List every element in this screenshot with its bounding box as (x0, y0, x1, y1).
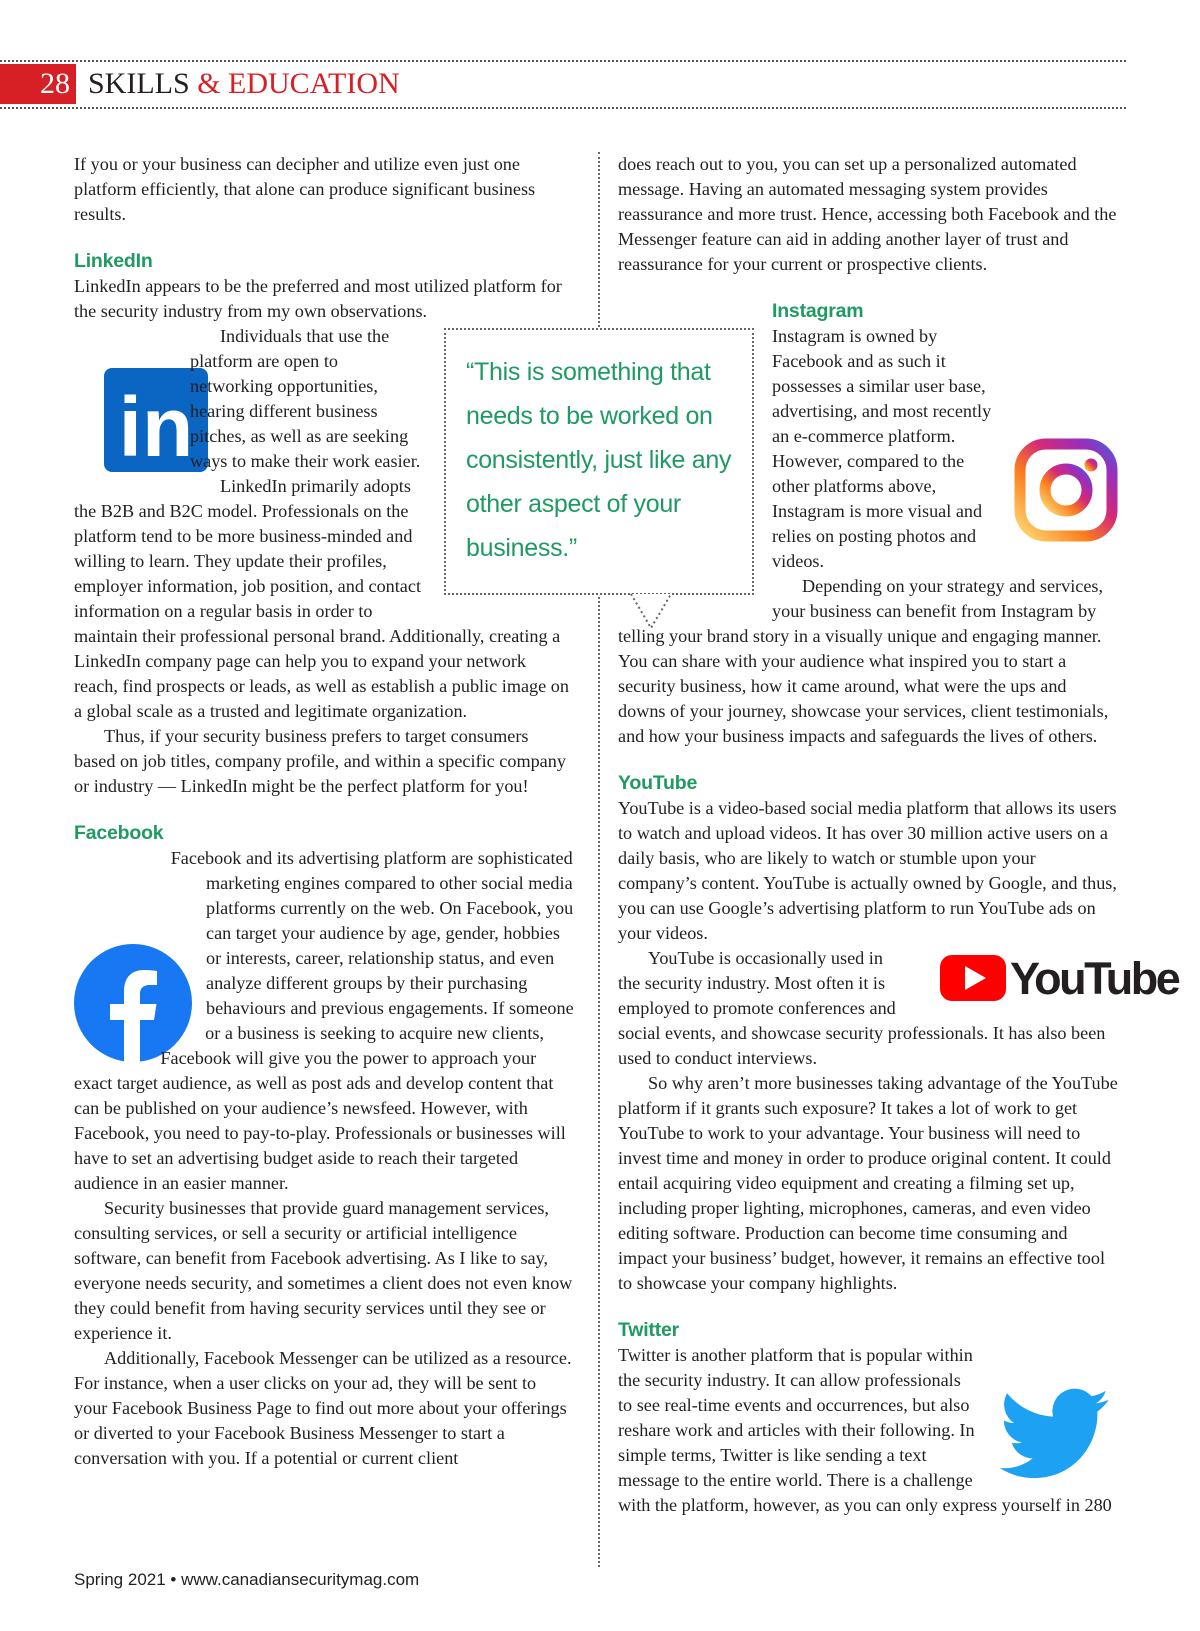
twitter-bird-icon (992, 1389, 1118, 1479)
instagram-heading: Instagram (772, 300, 864, 322)
youtube-logo-icon (908, 948, 1179, 1004)
facebook-heading: Facebook (74, 822, 164, 844)
linkedin-paragraph-1: LinkedIn appears to be the preferred and most utilized platform for the security industry from my own observations. (74, 276, 562, 321)
footer-bullet: • (170, 1570, 177, 1589)
linkedin-logo-icon (74, 368, 194, 474)
header-top-rule (0, 60, 1126, 62)
instagram-paragraph-2: Depending on your strategy and services, your business can benefit from Instagram by telling your brand story in a visually unique and engaging manner. You can share with your audience what inspired you to start a security business, how it came around, what were the ups and downs of your journey, showcase your services, client testimonials, and how your business impacts and safeguards the lives of others. (618, 576, 1109, 746)
page-footer (74, 1570, 419, 1590)
linkedin-paragraph-2: in Individuals that use the platform are open to networking opportunities, hearing different business pitches, as well as are seeking ways to make their work easier. (74, 324, 574, 474)
instagram-logo-icon (1014, 438, 1118, 542)
instagram-paragraph-1: Instagram is owned by Facebook and as such it possesses a similar user base, advertising, and most recently an e-commerce platform. However, compared to the other platforms above, Instagram is more visual and relies on posting photos and videos. (618, 324, 1118, 574)
facebook-paragraph-3: Additionally, Facebook Messenger can be utilized as a resource. For instance, when a user clicks on your ad, they will be sent to your Facebook Business Page to find out more about your offerings or diverted to your Facebook Business Messenger to start a conversation with you. If a potential or current client (74, 1348, 572, 1468)
section-title-word1: SKILLS (88, 67, 190, 100)
right-continuation-paragraph: does reach out to you, you can set up a personalized automated message. Having an automated messaging system provides reassurance and more trust. Hence, accessing both Facebook and the Messenger feature can aid in adding another layer of trust and reassurance for your current or prospective clients. (618, 154, 1117, 274)
section-title-word2: EDUCATION (228, 67, 400, 100)
youtube-paragraph-2: YouTube YouTube is occasionally used in the security industry. Most often it is employed to promote conferences and social events, and showcase security professionals. It has also been used to conduct interviews. (618, 948, 1179, 1068)
intro-paragraph: If you or your business can decipher and utilize even just one platform efficiently, that alone can produce significant business results. (74, 154, 536, 224)
facebook-paragraph-2: Security businesses that provide guard management services, consulting services, or sell a security or artificial intelligence software, can benefit from Facebook advertising. As I like to say, everyone needs security, and sometimes a client does not even know they could benefit from having security services until they see or experience it. (74, 1198, 573, 1343)
footer-url[interactable]: www.canadiansecuritymag.com (181, 1570, 420, 1589)
header-bottom-rule (0, 107, 1126, 109)
youtube-paragraph-3: So why aren’t more businesses taking advantage of the YouTube platform if it grants such exposure? It takes a lot of work to get YouTube to work to your advantage. Your business will need to invest time and money in order to produce original content. It could entail acquiring video equipment and creating a filming set up, including proper lighting, microphones, cameras, and even video editing software. Production can become time consuming and impact your business’ budget, however, it remains an effective tool to showcase your company highlights. (618, 1073, 1118, 1293)
right-column (618, 152, 1179, 1518)
youtube-heading: YouTube (618, 772, 698, 794)
youtube-paragraph-1: YouTube is a video-based social media platform that allows its users to watch and upload videos. It has over 30 million active users on a daily basis, who are likely to watch or stumble upon your company’s content. YouTube is actually owned by Google, and thus, you can use Google’s advertising platform to run YouTube ads on your videos. (618, 798, 1117, 943)
section-title-amp: & (197, 67, 221, 100)
twitter-heading: Twitter (618, 1319, 680, 1341)
svg-text:YouTube: YouTube (1010, 953, 1179, 1004)
linkedin-paragraph-4: Thus, if your security business prefers to target consumers based on job titles, company profile, and within a specific company or industry — LinkedIn might be the perfect platform for you! (74, 726, 566, 796)
linkedin-heading: LinkedIn (74, 250, 153, 272)
svg-text:in: in (118, 380, 194, 474)
page-number: 28 (0, 64, 76, 104)
pull-quote-text: “This is something that needs to be worked on consistently, just like any other aspect of your business.” (466, 358, 732, 562)
linkedin-paragraph-3: LinkedIn primarily adopts the B2B and B2C model. Professionals on the platform tend to be more business-minded and willing to learn. They update their profiles, employer information, job position, and contact information on a regular basis in order to maintain their professional personal brand. Additionally, creating a LinkedIn company page can help you to expand your network reach, find prospects or leads, as well as establish a public image on a global scale as a trusted and legitimate organization. (74, 476, 569, 721)
twitter-paragraph-1: Twitter is another platform that is popular within the security industry. It can allow professionals to see real-time events and occurrences, but also reshare work and articles with their following. In simple terms, Twitter is like sending a text message to the entire world. There is a challenge with the platform, however, as you can only express yourself in 280 (618, 1343, 1118, 1518)
facebook-paragraph-1: Facebook and its advertising platform are sophisticated marketing engines compared to other social media platforms currently on the web. On Facebook, you can target your audience by age, gender, hobbies or interests, career, relationship status, and even analyze different groups by their purchasing behaviours and previous engagements. If someone or a business is seeking to acquire new clients, Facebook will give you the power to approach your exact target audience, as well as post ads and develop content that can be published on your audience’s newsfeed. However, with Facebook, you need to pay-to-play. Professionals or businesses will have to set an advertising budget aside to reach their targeted audience in an easier manner. (74, 848, 574, 1193)
footer-issue: Spring 2021 (74, 1570, 166, 1589)
section-title (88, 66, 400, 102)
facebook-logo-icon (74, 944, 192, 1062)
